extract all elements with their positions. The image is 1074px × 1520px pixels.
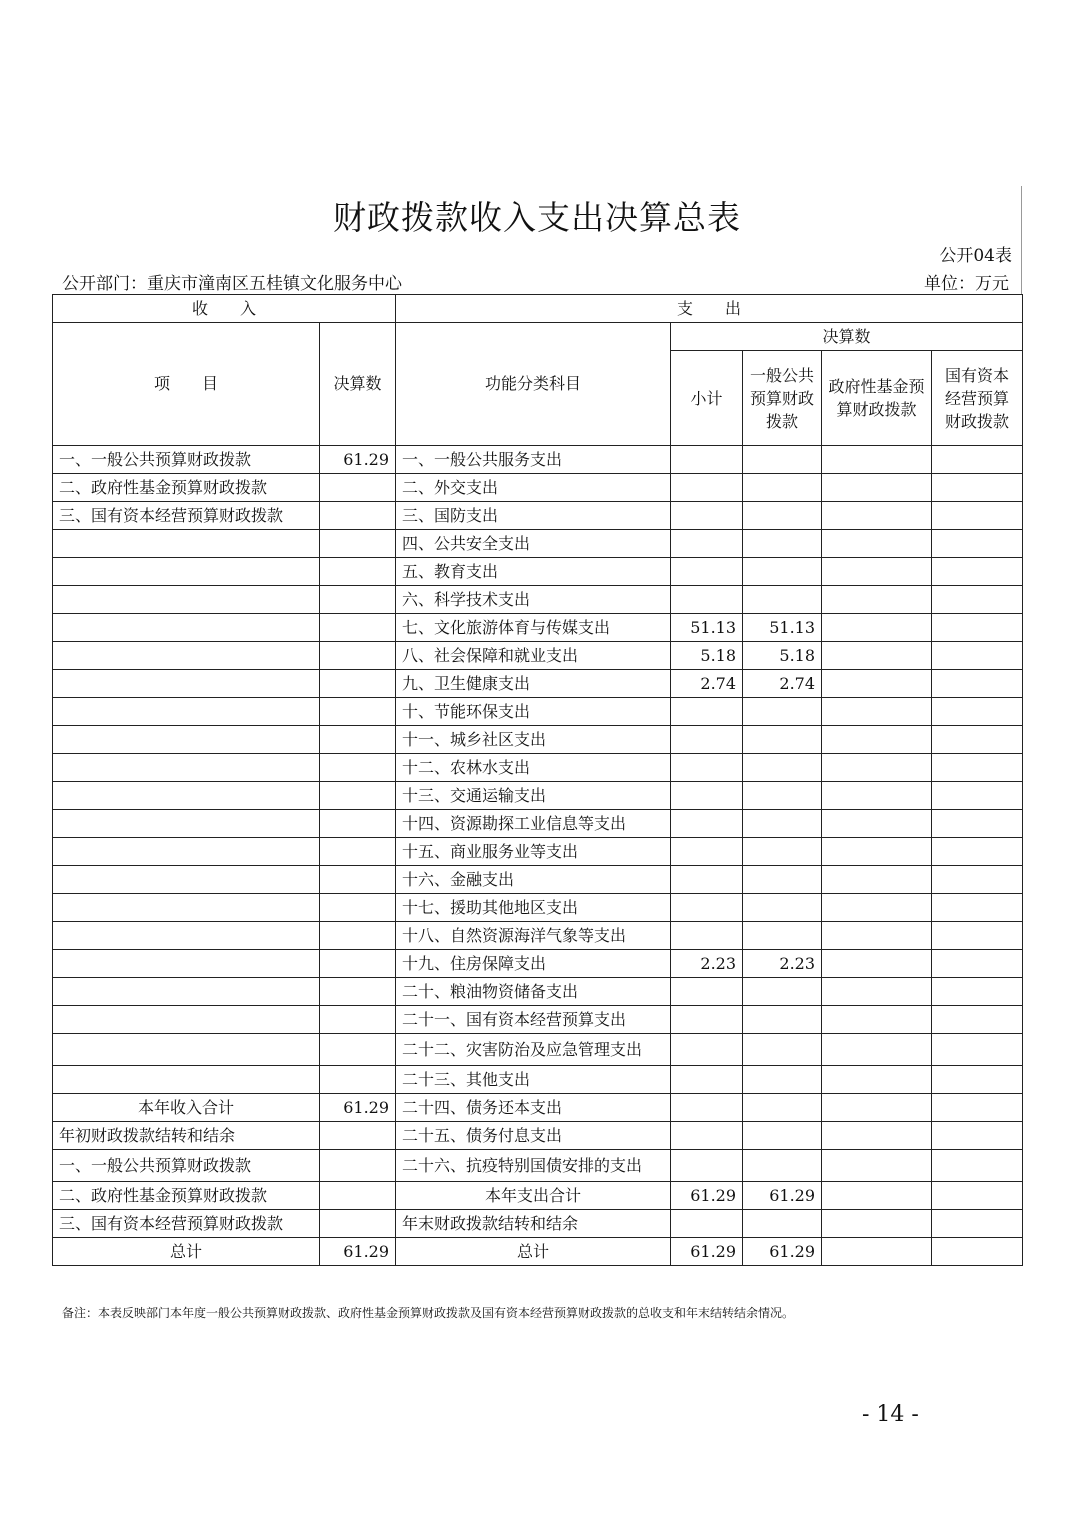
- table-row: [53, 894, 1023, 922]
- capital-budget-cell: [932, 530, 1023, 558]
- function-item-cell: 七、文化旅游体育与传媒支出: [396, 614, 671, 642]
- table-row: [53, 978, 1023, 1006]
- table-row: [53, 754, 1023, 782]
- subtotal-cell: 51.13: [671, 614, 743, 642]
- table-row: [53, 558, 1023, 586]
- capital-budget-cell: [932, 726, 1023, 754]
- subtotal-cell: [671, 894, 743, 922]
- fund-budget-cell: [822, 950, 932, 978]
- subtotal-cell: [671, 726, 743, 754]
- fund-budget-cell: [822, 530, 932, 558]
- capital-budget-cell: [932, 950, 1023, 978]
- income-item-cell: [53, 698, 320, 726]
- table-row: [53, 810, 1023, 838]
- subtotal-cell: [671, 1034, 743, 1066]
- income-amount-cell: [320, 810, 396, 838]
- fund-budget-cell: [822, 782, 932, 810]
- subtotal-cell: [671, 698, 743, 726]
- function-item-cell: 十、节能环保支出: [396, 698, 671, 726]
- function-item-cell: 二、外交支出: [396, 474, 671, 502]
- capital-budget-cell: [932, 670, 1023, 698]
- income-item-cell: 年初财政拨款结转和结余: [53, 1122, 320, 1150]
- unit-label: 单位：万元: [924, 274, 1009, 294]
- general-budget-cell: 61.29: [743, 1238, 822, 1266]
- table-row: [53, 502, 1023, 530]
- amount-header: 决算数: [320, 323, 396, 446]
- subtotal-cell: [671, 558, 743, 586]
- function-item-cell: 总计: [396, 1238, 671, 1266]
- capital-budget-cell: [932, 754, 1023, 782]
- income-amount-cell: [320, 530, 396, 558]
- income-item-cell: [53, 1034, 320, 1066]
- capital-budget-cell: [932, 446, 1023, 474]
- fund-budget-cell: [822, 502, 932, 530]
- fund-budget-cell: [822, 726, 932, 754]
- fund-budget-cell: [822, 810, 932, 838]
- general-budget-cell: 2.23: [743, 950, 822, 978]
- income-amount-cell: [320, 1150, 396, 1182]
- footnote: 备注：本表反映部门本年度一般公共预算财政拨款、政府性基金预算财政拨款及国有资本经营预算财政拨款的总收支和年末结转结余情况。: [62, 1306, 795, 1320]
- capital-budget-cell: [932, 1094, 1023, 1122]
- general-budget-cell: [743, 866, 822, 894]
- general-budget-cell: [743, 1066, 822, 1094]
- income-item-cell: 总计: [53, 1238, 320, 1266]
- fund-budget-cell: [822, 866, 932, 894]
- table-row: [53, 642, 1023, 670]
- income-item-cell: 二、政府性基金预算财政拨款: [53, 1182, 320, 1210]
- income-amount-cell: [320, 1182, 396, 1210]
- fund-budget-cell: [822, 922, 932, 950]
- capital-budget-cell: [932, 866, 1023, 894]
- subtotal-cell: [671, 754, 743, 782]
- capital-budget-cell: [932, 1034, 1023, 1066]
- general-budget-cell: [743, 978, 822, 1006]
- function-item-cell: 本年支出合计: [396, 1182, 671, 1210]
- income-amount-cell: [320, 670, 396, 698]
- general-budget-cell: [743, 894, 822, 922]
- table-row: [53, 726, 1023, 754]
- function-item-cell: 十四、资源勘探工业信息等支出: [396, 810, 671, 838]
- income-amount-cell: 61.29: [320, 1238, 396, 1266]
- capital-budget-cell: [932, 1122, 1023, 1150]
- function-item-cell: 五、教育支出: [396, 558, 671, 586]
- income-item-cell: [53, 1006, 320, 1034]
- page-title: 财政拨款收入支出决算总表: [333, 198, 741, 237]
- table-row: [53, 1182, 1023, 1210]
- fund-budget-cell: [822, 614, 932, 642]
- income-amount-cell: [320, 754, 396, 782]
- subtotal-cell: [671, 922, 743, 950]
- income-item-cell: 三、国有资本经营预算财政拨款: [53, 1210, 320, 1238]
- final-amount-header: 决算数: [671, 323, 1023, 351]
- income-item-cell: 本年收入合计: [53, 1094, 320, 1122]
- fund-budget-cell: [822, 586, 932, 614]
- table-row: [53, 670, 1023, 698]
- fund-budget-cell: [822, 558, 932, 586]
- table-body: [53, 446, 1023, 1266]
- table-row: [53, 446, 1023, 474]
- fund-budget-cell: [822, 1238, 932, 1266]
- subtotal-cell: [671, 530, 743, 558]
- table-row: [53, 1094, 1023, 1122]
- capital-budget-cell: [932, 1210, 1023, 1238]
- subtotal-cell: [671, 978, 743, 1006]
- subtotal-cell: 2.23: [671, 950, 743, 978]
- general-budget-cell: [743, 446, 822, 474]
- fund-budget-cell: [822, 1182, 932, 1210]
- capital-budget-cell: [932, 614, 1023, 642]
- fund-budget-cell: [822, 1034, 932, 1066]
- general-budget-cell: [743, 754, 822, 782]
- capital-budget-cell: [932, 1238, 1023, 1266]
- general-budget-cell: [743, 922, 822, 950]
- fund-budget-cell: [822, 838, 932, 866]
- capital-budget-cell: [932, 502, 1023, 530]
- capital-budget-cell: [932, 1182, 1023, 1210]
- subtotal-cell: 61.29: [671, 1182, 743, 1210]
- income-amount-cell: [320, 978, 396, 1006]
- capital-budget-cell: [932, 642, 1023, 670]
- table-row: [53, 922, 1023, 950]
- income-item-cell: [53, 866, 320, 894]
- function-item-cell: 十八、自然资源海洋气象等支出: [396, 922, 671, 950]
- subtotal-cell: 2.74: [671, 670, 743, 698]
- general-budget-cell: [743, 726, 822, 754]
- income-item-cell: [53, 1066, 320, 1094]
- income-item-cell: [53, 530, 320, 558]
- income-amount-cell: [320, 1006, 396, 1034]
- income-item-cell: [53, 810, 320, 838]
- function-item-cell: 十五、商业服务业等支出: [396, 838, 671, 866]
- capital-budget-cell: [932, 474, 1023, 502]
- table-row: [53, 586, 1023, 614]
- income-item-cell: 一、一般公共预算财政拨款: [53, 1150, 320, 1182]
- subtotal-cell: 5.18: [671, 642, 743, 670]
- capital-budget-cell: [932, 1150, 1023, 1182]
- capital-budget-cell: [932, 838, 1023, 866]
- function-item-cell: 四、公共安全支出: [396, 530, 671, 558]
- general-budget-cell: [743, 1034, 822, 1066]
- table-row: [53, 1210, 1023, 1238]
- general-budget-cell: 5.18: [743, 642, 822, 670]
- general-budget-cell: 51.13: [743, 614, 822, 642]
- subtotal-cell: 61.29: [671, 1238, 743, 1266]
- income-item-cell: 二、政府性基金预算财政拨款: [53, 474, 320, 502]
- subtotal-cell: [671, 1094, 743, 1122]
- fund-budget-cell: [822, 894, 932, 922]
- capital-budget-cell: [932, 586, 1023, 614]
- general-budget-cell: [743, 782, 822, 810]
- function-item-cell: 二十二、灾害防治及应急管理支出: [396, 1034, 671, 1066]
- general-budget-cell: [743, 838, 822, 866]
- function-item-cell: 十二、农林水支出: [396, 754, 671, 782]
- table-row: [53, 838, 1023, 866]
- general-budget-cell: [743, 1210, 822, 1238]
- general-budget-cell: [743, 1150, 822, 1182]
- function-item-cell: 三、国防支出: [396, 502, 671, 530]
- income-item-cell: [53, 586, 320, 614]
- general-budget-cell: [743, 810, 822, 838]
- income-amount-cell: [320, 866, 396, 894]
- fund-budget-cell: [822, 1094, 932, 1122]
- general-budget-cell: [743, 698, 822, 726]
- subtotal-cell: [671, 810, 743, 838]
- income-item-cell: [53, 726, 320, 754]
- table-row: [53, 866, 1023, 894]
- general-budget-cell: [743, 502, 822, 530]
- function-item-cell: 十七、援助其他地区支出: [396, 894, 671, 922]
- income-header: 收 入: [53, 295, 396, 323]
- table-row: [53, 1238, 1023, 1266]
- subtotal-cell: [671, 1210, 743, 1238]
- general-budget-cell: [743, 530, 822, 558]
- table-row: [53, 1066, 1023, 1094]
- income-item-cell: [53, 922, 320, 950]
- income-item-cell: 三、国有资本经营预算财政拨款: [53, 502, 320, 530]
- income-amount-cell: [320, 1066, 396, 1094]
- subtotal-cell: [671, 1006, 743, 1034]
- fund-budget-cell: [822, 642, 932, 670]
- income-item-cell: [53, 782, 320, 810]
- income-item-cell: [53, 614, 320, 642]
- table-row: [53, 950, 1023, 978]
- function-item-cell: 十六、金融支出: [396, 866, 671, 894]
- expense-header: 支 出: [396, 295, 1023, 323]
- income-amount-cell: [320, 642, 396, 670]
- item-header: 项 目: [53, 323, 320, 446]
- function-item-cell: 九、卫生健康支出: [396, 670, 671, 698]
- capital-budget-cell: [932, 978, 1023, 1006]
- income-item-cell: [53, 670, 320, 698]
- subtotal-cell: [671, 1066, 743, 1094]
- function-item-cell: 八、社会保障和就业支出: [396, 642, 671, 670]
- table-row: [53, 474, 1023, 502]
- subtotal-cell: [671, 446, 743, 474]
- fund-budget-cell: [822, 474, 932, 502]
- income-amount-cell: [320, 782, 396, 810]
- subtotal-cell: [671, 866, 743, 894]
- income-amount-cell: [320, 1034, 396, 1066]
- subtotal-cell: [671, 1150, 743, 1182]
- subtotal-cell: [671, 1122, 743, 1150]
- table-row: [53, 1122, 1023, 1150]
- income-amount-cell: [320, 950, 396, 978]
- subtotal-cell: [671, 502, 743, 530]
- fund-budget-cell: [822, 978, 932, 1006]
- fund-budget-cell: [822, 754, 932, 782]
- table-row: [53, 698, 1023, 726]
- general-budget-cell: [743, 474, 822, 502]
- table-row: [53, 1034, 1023, 1066]
- income-item-cell: [53, 642, 320, 670]
- income-amount-cell: 61.29: [320, 1094, 396, 1122]
- function-item-cell: 一、一般公共服务支出: [396, 446, 671, 474]
- income-amount-cell: [320, 922, 396, 950]
- general-budget-cell: [743, 1094, 822, 1122]
- budget-table: [52, 294, 1023, 1266]
- income-item-cell: [53, 894, 320, 922]
- capital-budget-cell: [932, 922, 1023, 950]
- capital-budget-cell: [932, 894, 1023, 922]
- general-budget-cell: [743, 1122, 822, 1150]
- income-amount-cell: [320, 502, 396, 530]
- capital-budget-header: 国有资本经营预算财政拨款: [932, 351, 1023, 446]
- income-amount-cell: [320, 1210, 396, 1238]
- department-label: 公开部门：重庆市潼南区五桂镇文化服务中心: [62, 274, 402, 294]
- fund-budget-cell: [822, 1210, 932, 1238]
- general-budget-cell: 61.29: [743, 1182, 822, 1210]
- income-amount-cell: [320, 586, 396, 614]
- income-amount-cell: [320, 474, 396, 502]
- function-item-cell: 六、科学技术支出: [396, 586, 671, 614]
- subtotal-cell: [671, 782, 743, 810]
- income-amount-cell: [320, 614, 396, 642]
- function-item-cell: 十一、城乡社区支出: [396, 726, 671, 754]
- fund-budget-cell: [822, 670, 932, 698]
- table-row: [53, 530, 1023, 558]
- income-item-cell: [53, 838, 320, 866]
- income-amount-cell: [320, 894, 396, 922]
- table-row: [53, 614, 1023, 642]
- form-number: 公开04表: [939, 246, 1012, 266]
- income-amount-cell: [320, 698, 396, 726]
- income-item-cell: 一、一般公共预算财政拨款: [53, 446, 320, 474]
- fund-budget-cell: [822, 698, 932, 726]
- income-item-cell: [53, 754, 320, 782]
- general-budget-cell: [743, 558, 822, 586]
- capital-budget-cell: [932, 782, 1023, 810]
- function-item-cell: 十九、住房保障支出: [396, 950, 671, 978]
- function-item-cell: 二十五、债务付息支出: [396, 1122, 671, 1150]
- general-budget-header: 一般公共预算财政拨款: [743, 351, 822, 446]
- income-amount-cell: [320, 558, 396, 586]
- function-item-cell: 十三、交通运输支出: [396, 782, 671, 810]
- fund-budget-cell: [822, 1150, 932, 1182]
- income-amount-cell: [320, 1122, 396, 1150]
- capital-budget-cell: [932, 1066, 1023, 1094]
- capital-budget-cell: [932, 1006, 1023, 1034]
- fund-budget-cell: [822, 1122, 932, 1150]
- function-item-cell: 二十三、其他支出: [396, 1066, 671, 1094]
- function-item-cell: 二十一、国有资本经营预算支出: [396, 1006, 671, 1034]
- subtotal-cell: [671, 586, 743, 614]
- income-item-cell: [53, 950, 320, 978]
- general-budget-cell: 2.74: [743, 670, 822, 698]
- function-header: 功能分类科目: [396, 323, 671, 446]
- income-item-cell: [53, 558, 320, 586]
- capital-budget-cell: [932, 698, 1023, 726]
- table-row: [53, 1006, 1023, 1034]
- fund-budget-header: 政府性基金预算财政拨款: [822, 351, 932, 446]
- fund-budget-cell: [822, 446, 932, 474]
- income-amount-cell: [320, 838, 396, 866]
- income-item-cell: [53, 978, 320, 1006]
- fund-budget-cell: [822, 1006, 932, 1034]
- function-item-cell: 二十、粮油物资储备支出: [396, 978, 671, 1006]
- subtotal-cell: [671, 474, 743, 502]
- income-amount-cell: [320, 726, 396, 754]
- function-item-cell: 二十四、债务还本支出: [396, 1094, 671, 1122]
- subtotal-header: 小计: [671, 351, 743, 446]
- function-item-cell: 二十六、抗疫特别国债安排的支出: [396, 1150, 671, 1182]
- fund-budget-cell: [822, 1066, 932, 1094]
- general-budget-cell: [743, 1006, 822, 1034]
- general-budget-cell: [743, 586, 822, 614]
- income-amount-cell: 61.29: [320, 446, 396, 474]
- capital-budget-cell: [932, 810, 1023, 838]
- table-row: [53, 782, 1023, 810]
- function-item-cell: 年末财政拨款结转和结余: [396, 1210, 671, 1238]
- table-row: [53, 1150, 1023, 1182]
- subtotal-cell: [671, 838, 743, 866]
- capital-budget-cell: [932, 558, 1023, 586]
- page-number: - 14 -: [862, 1402, 919, 1427]
